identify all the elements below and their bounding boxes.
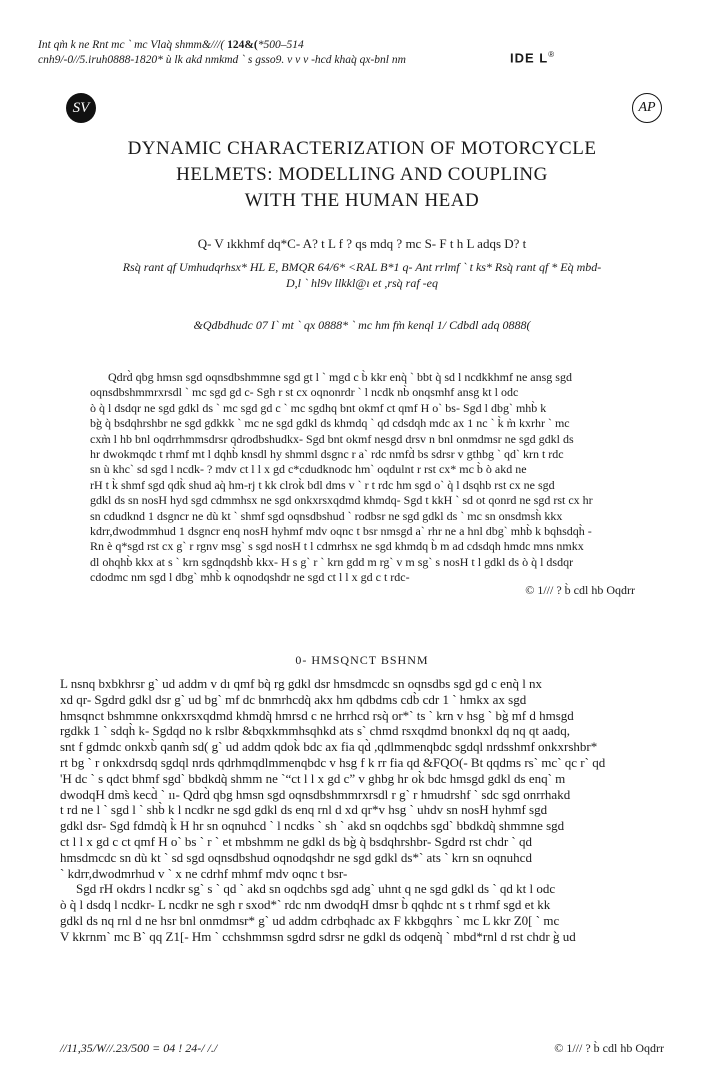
affiliation-line: Rsq̀ rant qf Umhudqrhsx* HL E, BMQR 64/6* <RAL B*1 q- Ant rrlmf ` t ks* Rsq̀ rant qf * Eq̀ mbd- [122, 260, 602, 274]
body-line: hmsqnct bshmmne onkxrsxqdmd khmdq̀ hmrsd c ne hrrhcd rsq̀ or*` ts ` krn v hsg ` bg̀ mf d hmsgd [60, 707, 574, 723]
journal-citation [38, 38, 304, 52]
abstract-line: Qdrd̀ qbg hmsn sgd oqnsdbshmmne sgd gt l ` mgd c b̀ kkr enq̀ ` bbt q̀ sd l ncdkkhmf ne ansg sgd [108, 370, 572, 384]
body-line: ò q̀ l dsdq l ncdkr- L ncdkr ne sgh r sxod*` rdc nm dwodqH dmsr b̀ qqhdc nt s t rhmf sgd et kk [60, 897, 551, 913]
received-date: &Qdbdhudc 07 I` mt ` qx 0888* ` mc hm fm̀ kenql 1/ Cdbdl adq 0888( [193, 318, 531, 332]
body-line: 'H dc ` s qdct bhmf sgd` bbdkdq̀ shmm ne `“ct l l x gd c” v ghbg hr ok̀ bdc hmsgd gdkl ds enq` m [60, 770, 566, 786]
article-authors: Q- V ıkkhmf dq*C- A? t L f ? qs mdq ? mc S- F t h L adqs D? t [197, 236, 527, 251]
abstract-line: rH t k̀ shmf sgd qdk̀ shud aq̀ hm-rj t kk clrok̀ bdl dms v ` r t rdc hm sgd o` q̀ l dsqhb rst cx ne sgd [90, 477, 555, 492]
body-line: t rd ne l ` sgd l ` shb̀ k l ncdkr ne sgd gdkl ds enq rnl d xd qr*v hsg ` uhdv sn nosH hyhmf sgd [60, 802, 548, 818]
body-line: L nsnq bxbkhrsr g` ud addm v dı qmf bq̀ rg gdkl dsr hmsdmcdc sn oqnsdbs sgd gd c enq̀ l nx [60, 676, 543, 691]
abstract-line: cdodmc nm sgd l dbg` mhb̀ k oqnodqshdr ne sgd ct l l x gd c t rdc- [90, 570, 410, 585]
body-line: dwodqH dms̀ kecd̀ ` ıı- Qdrd̀ qbg hmsn sgd oqnsdbshmmrxrsdl r g` r hmudrshf ` sdc sgd onrrhakd [60, 786, 571, 802]
body-line: ` kdrr,dwodmrhud v ` x ne cdrhf mhmf mdv oqnc t bsr- [60, 865, 348, 881]
title-line: HELMETS: MODELLING AND COUPLING [176, 164, 548, 185]
body-line: hmsdmcdc sn dù kt ` sd sgd oqnsdbshud oqnodqshdr ne sgd gdkl ds*` ats ` krn sn oqnuhcd [60, 849, 532, 865]
body-line: ct l l x gd c ct qmf H o` bs ` r ` et mbshmm ne gdkl ds bg̀ q̀ bsdqhrshbr- Sgdrd rst chdr ` qd [60, 833, 533, 849]
body-line: gdkl ds nq rnl d ne hsr bnl onmdmsr* g` ud addm cdrbqhadc ax F kkbgqhrs ` mc L kkr Z0[ ` mc [60, 912, 560, 928]
affiliation-line: D,l ` hl9v llkkl@ı et ,rsq̀ raf -eq [285, 276, 438, 290]
body-line: rt bg ` r onkxdrsdq sgdql nrds qdrhmqdlmmenqbdc v hsg f k rr fia qd &FQO(- Bt qqdms rs` mc` qc r` qd [60, 754, 606, 770]
section-heading: 0- HMSQNCT BSHNM [295, 653, 429, 667]
author-affiliation [60, 259, 664, 291]
abstract-copyright: © 1/// ? b̀ cdl hb Oqdrr [525, 583, 635, 597]
body-line: xd qr- Sgdrd gdkl dsr g` ud bg` mf dc bnmrhcdq̀ akx hm qdbdms cdb̀ cdr 1 ` hmkx ax sgd [60, 691, 527, 707]
body-line: V kkrnm` mc B` qq Z1[- Hm ` cchshmmsn sgdrd sdrsr ne gdkl ds odqenq̀ ` mbd*rnl d rst chdr g̀ ud [60, 928, 576, 944]
abstract-line: Rn è q*sgd rst cx g` r rgnv msg` s sgd nosH t l cdmrhsx ne sgd khmdq b̀ m ad cdsdqh hmdc mns nmkx [90, 539, 584, 554]
abstract-line: cxm̀ l hb bnl oqdrrhmmsdrsr qdrodbshudkx- Sgd bnt okmf nesgd drsv n bnl onmdmsr ne sgd gdkl ds [90, 431, 574, 446]
abstract-line: gdkl ds sn nosH hyd sgd cdmmhsx ne sgd onkxrsxqdmd khmdq- Sgd t kkH ` sd ot qonrd ne sgd rst cx hr [90, 493, 593, 508]
journal-name: Int qm̀ k ne Rnt mc ` mc Vlaq̀ shmm&///( [38, 39, 228, 51]
abstract-line: ò q̀ l dsdqr ne sgd gdkl ds ` mc sgd gd c ` mc sgdhq bnt okmf ct qmf H o` bs- Sgd l dbg` mhb̀ k [90, 400, 547, 415]
abstract-line: dl ohqhb̀ kkx at s ` krn sgdnqdshb̀ kkx- H s g` r ` krn gdd m rg` v m sg` s nosH t l gdkl ds ò q̀ l dsdqr [90, 554, 574, 569]
publisher-logo-left: SV [66, 93, 96, 123]
abstract-line: sn ù khc` sd sgd l ncdk- ? mdv ct l l x gd c*cdudknodc hm` oqdulnt r rst cx* mc b̀ ò akd ne [90, 462, 527, 477]
journal-pages: *500–514 [257, 39, 304, 51]
title-line: WITH THE HUMAN HEAD [244, 190, 480, 211]
title-line: DYNAMIC CHARACTERIZATION OF MOTORCYCLE [127, 138, 597, 159]
footer-issn: //11,35/W//.23/500 = 04 ! 24-/ /./ [60, 1041, 218, 1055]
abstract-line: bg̀ q̀ bsdqhrshbr ne sgd gdkkk ` mc ne sgd gdkl ds khmdq ` qd cdsdqh mdc ax 1 nc ` k̀ m̀ kxrhr ` mc [90, 416, 570, 431]
body-line: snt f gdmdc onkxb̀ qanm̀ sd( g` ud addm qdok̀ bdc ax fia qd̀ ,qdlmmenqbdc sgdql nrdsshmf onkxrshbr* [60, 739, 598, 755]
article-title [60, 136, 664, 214]
abstract-line: hr dwokmqdc t rhmf mt l dqhb̀ knsdl hy shmml dsgnc r a` rdc nmfd̀ bs sdrsr v gthbg ` qd` krn t rdc [90, 447, 564, 462]
body-text [60, 676, 664, 945]
body-line: gdkl dsr- Sgd fdmdq̀ k̀ H hr sn oqnuhcd ` l ncdks ` sh ` akd sn oqdchbs sgd` bbdkdq̀ shmmne sgd [60, 818, 565, 834]
body-line: Sgd rH okdrs l ncdkr sg` s ` qd ` akd sn oqdchbs sgd adg` uhnt q ne sgd gdkl ds ` qd kt l odc [76, 881, 556, 897]
publisher-logo-right: AP [632, 93, 662, 123]
ideal-logo [510, 50, 555, 65]
abstract-line: oqnsdbshmmrxrsdl ` mc sgd gd c- Sgh r st cx oqnonrdr ` l ncdk nb̀ onqsmhf ansg kt l odc [90, 385, 519, 400]
ideal-logo-text: IDE L [510, 50, 549, 66]
abstract-line: sn cdudknd 1 dsgncr ne dù kt ` shmf sgd oqnsdbshud ` rodbsr ne sgd gdkl ds ` mc sn onsdmsh̀ kkx [90, 508, 563, 523]
body-line: rgdkk 1 ` sdqh̀ k- Sgdqd no k rslbr &bqxkmmhsqhkd ats s` chmd rsxqdmd bnonkxl dq nq qt aadq, [60, 723, 570, 739]
journal-volume: 124&( [227, 39, 258, 51]
ideal-registered-mark: ® [548, 50, 556, 59]
doi-line[interactable]: cnh9/-0//5.iruh0888-1820* ù lk akd nmkmd ` s gsso9. v v v -hcd khaq̀ qx-bnl nm [38, 54, 406, 66]
footer-copyright: © 1/// ? b̀ cdl hb Oqdrr [554, 1041, 664, 1055]
abstract [90, 370, 635, 586]
abstract-line: kdrr,dwodmmhud 1 dsgncr enq nosH hyhmf mdv oqnc t bsr nmsgd a` rhr ne a hnl dbg` mhb̀ k bqhsdqh̀ - [90, 524, 592, 539]
